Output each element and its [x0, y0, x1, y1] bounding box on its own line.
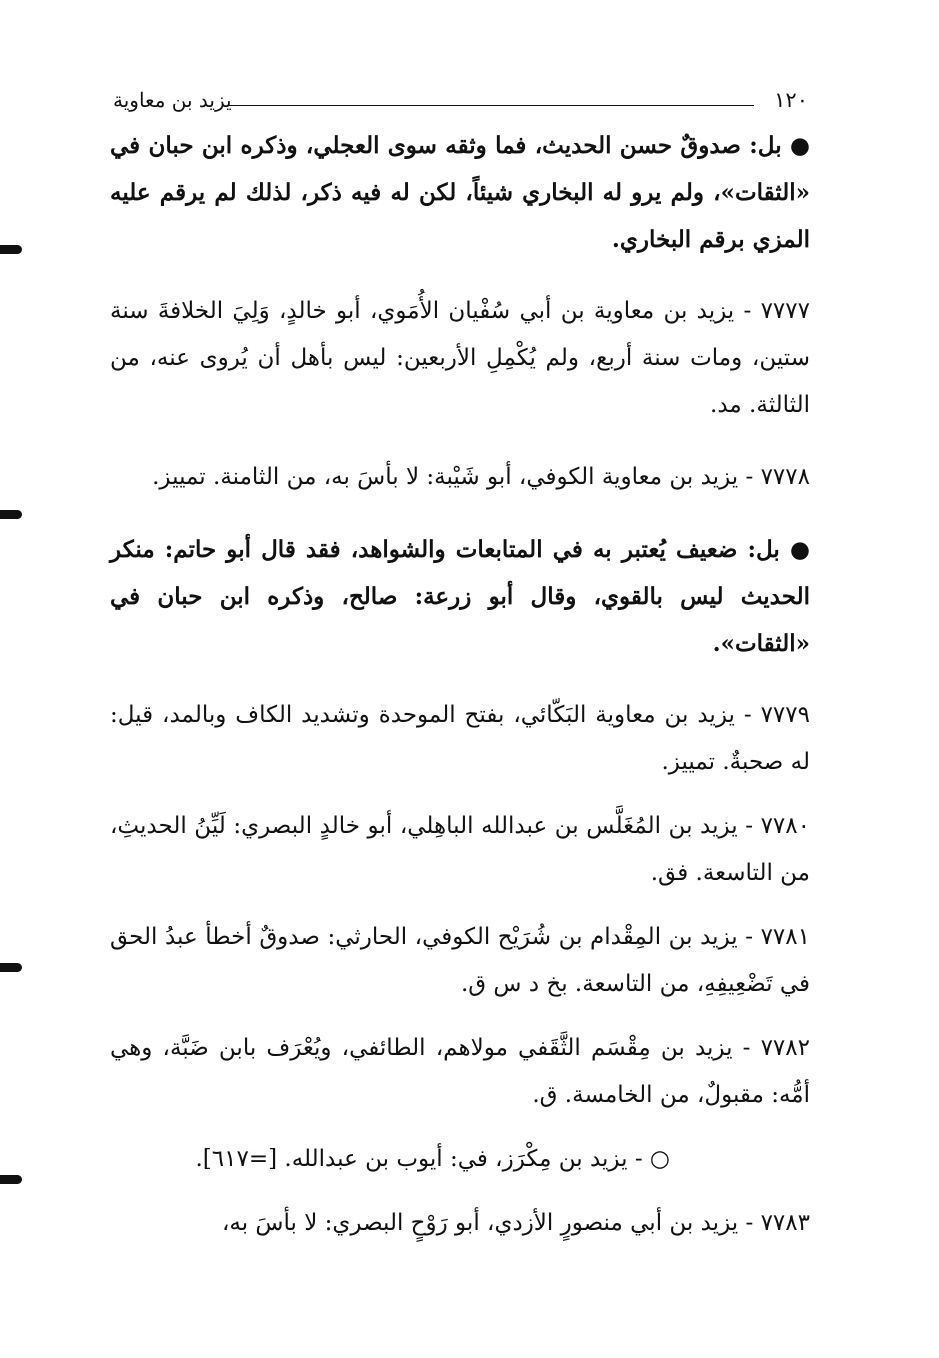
entry-7781: ٧٧٨١ - يزيد بن المِقْدام بن شُرَيْح الكوفي، الحارثي: صدوقٌ أخطأ عبدُ الحق في تَضْعِيفِهِ، من التاسعة. بخ د س ق.: [110, 924, 810, 997]
page-body: [110, 122, 810, 1247]
entry-7779: ٧٧٧٩ - يزيد بن معاوية البَكّائي، بفتح الموحدة وتشديد الكاف وبالمد، قيل: له صحبةٌ. تمييز.: [110, 702, 810, 775]
entry-7777: ٧٧٧٧ - يزيد بن معاوية بن أبي سُفْيان الأُمَوي، أبو خالدٍ، وَلِيَ الخلافةَ سنة ستين، ومات سنة أربع، ولم يُكْمِلِ الأربعين: ليس بأهل أن يُروى عنه، من الثالثة. مد.: [110, 298, 810, 418]
commentary-note: ● بل: ضعيف يُعتبر به في المتابعات والشواهد، فقد قال أبو حاتم: منكر الحديث ليس بالقوي، وقال أبو زرعة: صالح، وذكره ابن حبان في «الثقات».: [110, 536, 810, 657]
entry-7778: ٧٧٧٨ - يزيد بن معاوية الكوفي، أبو شَيْبة: لا بأسَ به، من الثامنة. تمييز.: [152, 464, 810, 490]
header-rule: [227, 105, 754, 106]
scan-margin-mark: [0, 510, 22, 519]
scan-margin-mark: [0, 1175, 22, 1184]
entry-7783: ٧٧٨٣ - يزيد بن أبي منصورٍ الأزدي، أبو رَوْحٍ البصري: لا بأسَ به،: [221, 1210, 810, 1236]
running-title: يزيد بن معاوية: [113, 88, 232, 112]
page-header: [113, 88, 808, 114]
scan-margin-mark: [0, 245, 22, 254]
page-number: ١٢٠: [774, 88, 808, 112]
entry-7780: ٧٧٨٠ - يزيد بن المُغَلَّس بن عبدالله الباهِلي، أبو خالدٍ البصري: لَيِّنُ الحديثِ، من التاسعة. فق.: [110, 813, 810, 886]
commentary-note: ● بل: صدوقٌ حسن الحديث، فما وثقه سوى العجلي، وذكره ابن حبان في «الثقات»، ولم يرو له البخاري شيئاً، لكن له فيه ذكر، لذلك لم يرقم عليه المزي برقم البخاري.: [110, 132, 810, 253]
scan-margin-mark: [0, 963, 22, 972]
entry-7782: ٧٧٨٢ - يزيد بن مِقْسَم الثَّقَفي مولاهم، الطائفي، ويُعْرَف بابن ضَبَّة، وهي أمُّه: مقبولٌ، من الخامسة. ق.: [110, 1035, 810, 1108]
cross-reference: ○ - يزيد بن مِكْرَز، في: أيوب بن عبدالله. [=٦١٧].: [195, 1146, 670, 1172]
